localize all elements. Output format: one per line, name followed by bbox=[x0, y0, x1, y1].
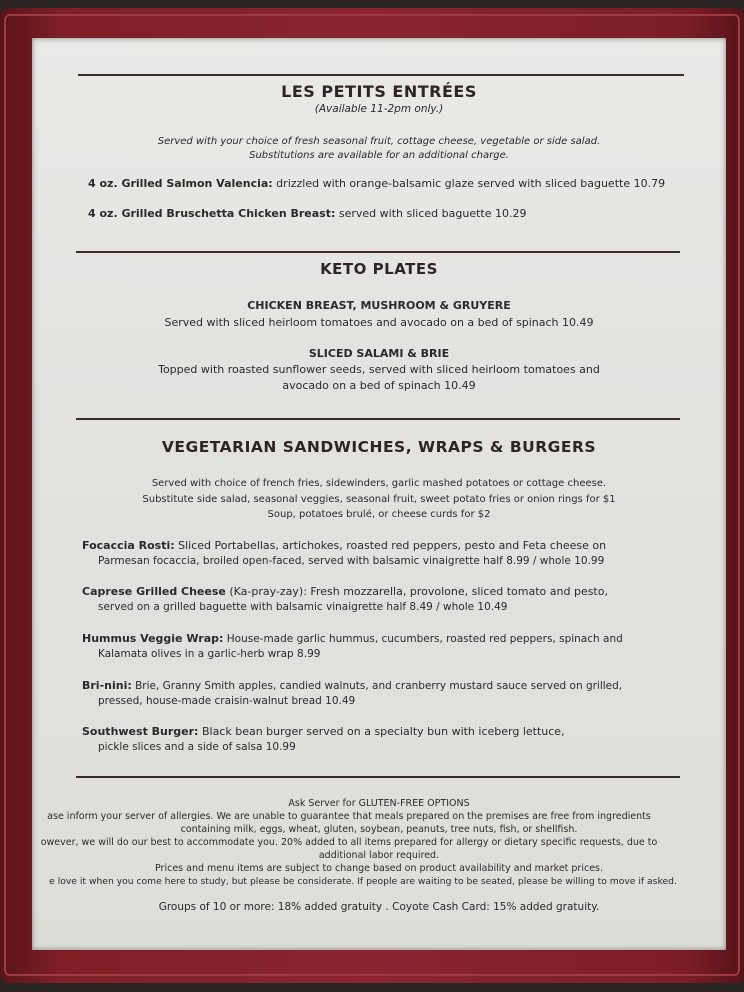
menu-item-name: Caprese Grilled Cheese bbox=[82, 585, 226, 598]
menu-item-bruschetta-chicken bbox=[88, 206, 526, 222]
menu-item-description: Kalamata olives in a garlic-herb wrap 8.99 bbox=[98, 648, 321, 660]
menu-item-caprese bbox=[82, 584, 608, 600]
footer-allergy-note: containing milk, eggs, wheat, gluten, soybean, peanuts, tree nuts, fish, or shellfish. bbox=[180, 824, 578, 835]
footer-allergy-note: owever, we will do our best to accommodate you. 20% added to all items prepared for allergy or dietary specific requests, due to bbox=[40, 837, 658, 848]
menu-item-name: 4 oz. Grilled Salmon Valencia: bbox=[88, 177, 273, 190]
menu-item-description: Brie, Granny Smith apples, candied walnuts, and cranberry mustard sauce served on grilled, bbox=[131, 680, 623, 692]
footer-gratuity-note: Groups of 10 or more: 18% added gratuity . Coyote Cash Card: 15% added gratuity. bbox=[158, 901, 600, 913]
section-title-petits-entrees: LES PETITS ENTRÉES bbox=[281, 82, 477, 101]
section-divider bbox=[76, 776, 680, 778]
menu-item-description: pickle slices and a side of salsa 10.99 bbox=[98, 741, 296, 753]
section-divider bbox=[76, 251, 680, 253]
footer-allergy-note: additional labor required. bbox=[318, 850, 440, 861]
menu-item-description: Served with sliced heirloom tomatoes and avocado on a bed of spinach 10.49 bbox=[164, 316, 594, 329]
menu-item-description: drizzled with orange-balsamic glaze served with sliced baguette 10.79 bbox=[272, 177, 666, 190]
menu-item-bri-nini bbox=[82, 678, 622, 695]
section-divider bbox=[78, 74, 684, 76]
footer-gluten-free: Ask Server for GLUTEN-FREE OPTIONS bbox=[288, 798, 470, 809]
menu-sheet bbox=[32, 38, 726, 950]
menu-item-description: House-made garlic hummus, cucumbers, roasted red peppers, spinach and bbox=[223, 633, 623, 645]
menu-item-description: pressed, house-made craisin-walnut bread 10.49 bbox=[98, 695, 356, 707]
menu-item-description: Sliced Portabellas, artichokes, roasted red peppers, pesto and Feta cheese on bbox=[174, 539, 607, 552]
section-note: Soup, potatoes brulé, or cheese curds for $2 bbox=[267, 509, 491, 520]
footer-pricing-note: Prices and menu items are subject to change based on product availability and market prices. bbox=[154, 863, 604, 874]
menu-item-name: 4 oz. Grilled Bruschetta Chicken Breast: bbox=[88, 207, 336, 220]
section-note: Substitute side salad, seasonal veggies, seasonal fruit, sweet potato fries or onion rings for $1 bbox=[142, 494, 616, 505]
menu-item-description: served with sliced baguette 10.29 bbox=[335, 207, 527, 220]
menu-item-name: Focaccia Rosti: bbox=[82, 539, 175, 552]
menu-item-name: Bri-nini: bbox=[82, 679, 132, 692]
menu-item-salmon bbox=[88, 176, 665, 192]
menu-item-description: (Ka-pray-zay): Fresh mozzarella, provolone, sliced tomato and pesto, bbox=[225, 585, 608, 598]
menu-item-description: served on a grilled baguette with balsamic vinaigrette half 8.49 / whole 10.49 bbox=[98, 601, 508, 613]
menu-item-description: Parmesan focaccia, broiled open-faced, served with balsamic vinaigrette half 8.99 / whole 10.99 bbox=[98, 555, 605, 567]
section-divider bbox=[76, 418, 680, 420]
footer-study-note: e love it when you come here to study, but please be considerate. If people are waiting to be seated, please be willing to move if asked. bbox=[49, 876, 677, 887]
section-note: Served with your choice of fresh seasonal fruit, cottage cheese, vegetable or side salad. bbox=[157, 136, 601, 147]
menu-item-focaccia-rosti bbox=[82, 538, 606, 554]
menu-item-name: SLICED SALAMI & BRIE bbox=[308, 347, 450, 360]
menu-item-description: Black bean burger served on a specialty bun with iceberg lettuce, bbox=[198, 725, 565, 738]
menu-item-hummus-wrap bbox=[82, 631, 623, 648]
menu-item-name: Hummus Veggie Wrap: bbox=[82, 632, 224, 645]
section-title-vegetarian: VEGETARIAN SANDWICHES, WRAPS & BURGERS bbox=[161, 438, 597, 456]
section-subtitle: (Available 11-2pm only.) bbox=[314, 103, 444, 115]
section-note: Served with choice of french fries, sidewinders, garlic mashed potatoes or cottage cheese. bbox=[151, 478, 607, 489]
menu-item-description: Topped with roasted sunflower seeds, served with sliced heirloom tomatoes and bbox=[158, 363, 600, 376]
footer-allergy-note: ase inform your server of allergies. We are unable to guarantee that meals prepared on the premises are free from ingredients bbox=[47, 811, 651, 822]
menu-item-name: Southwest Burger: bbox=[82, 725, 199, 738]
menu-item-name: CHICKEN BREAST, MUSHROOM & GRUYERE bbox=[247, 299, 511, 312]
section-note: Substitutions are available for an additional charge. bbox=[249, 150, 509, 161]
section-title-keto: KETO PLATES bbox=[320, 260, 438, 278]
menu-item-description: avocado on a bed of spinach 10.49 bbox=[282, 379, 476, 392]
menu-item-southwest-burger bbox=[82, 724, 565, 740]
